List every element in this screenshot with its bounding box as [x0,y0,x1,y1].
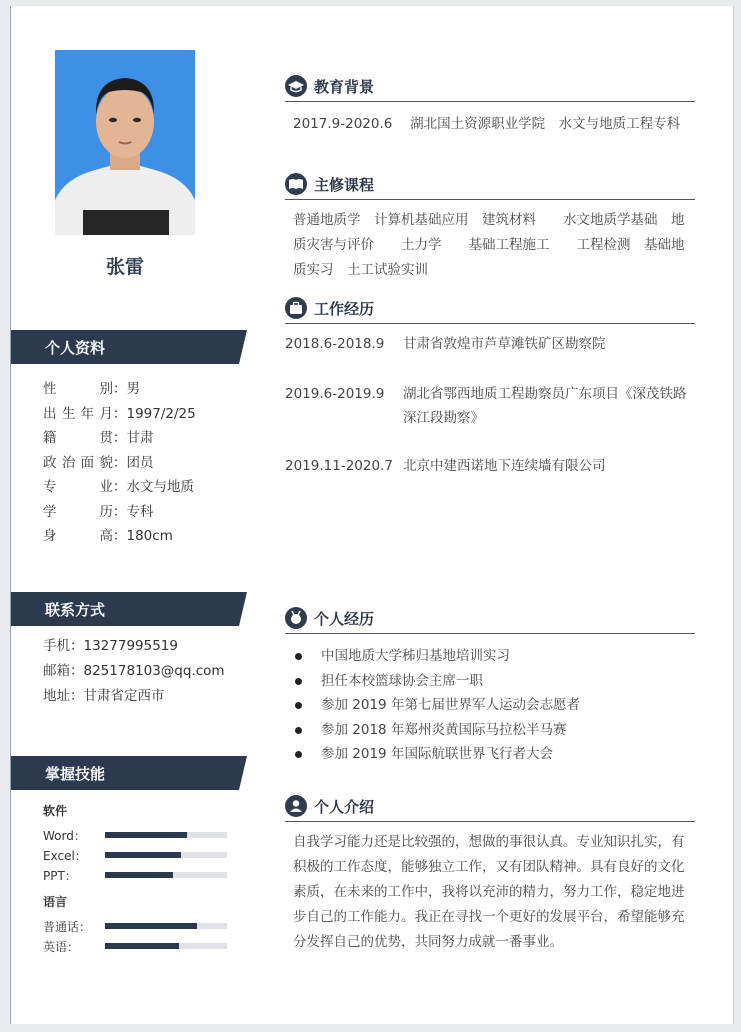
skill-bar [105,872,227,878]
skill-category-language: 语言 [43,895,68,909]
section-header-skills [11,756,247,790]
contact-row [43,634,225,659]
contact-row [43,659,225,684]
info-value: 180cm [126,528,173,544]
skill-row [43,825,227,845]
courses-text: 普通地质学 计算机基础应用 建筑材料 水文地质学基础 地质灾害与评价 土力学 基础工程施工 工程检测 基础地质实习 土工试验实训 [293,212,685,278]
resume-page [10,6,734,1024]
skill-name: 普通话： [43,919,92,934]
skill-name: Word： [43,828,86,843]
skill-name: 英语： [43,939,80,954]
candidate-name: 张雷 [105,256,144,278]
info-value: 水文与地质 [126,479,194,495]
skill-category-software: 软件 [43,804,68,818]
info-row [43,500,196,525]
work-date: 2019.11-2020.7 [285,458,393,474]
experience-item: 参加 2019 年国际航联世界飞行者大会 [285,742,695,767]
skill-bar [105,832,227,838]
section-header-experience [285,606,695,634]
info-colon: ： [113,479,127,495]
skill-bar-fill [105,923,197,929]
skill-bar-fill [105,943,179,949]
section-title: 教育背景 [314,77,375,96]
briefcase-icon [285,297,307,319]
section-title: 个人资料 [45,339,106,357]
skill-bar [105,923,227,929]
skill-bar-fill [105,872,173,878]
skill-bar-fill [105,832,187,838]
section-title: 主修课程 [314,175,375,194]
contact-value: 甘肃省定西市 [83,688,165,704]
contact-key: 手机： [43,638,84,654]
education-section [285,74,695,137]
skill-name: PPT： [43,868,77,883]
medal-icon [285,607,307,629]
skill-row [43,936,227,956]
section-header-intro [285,794,695,822]
work-row [285,382,695,430]
experience-item: 参加 2018 年郑州炎黄国际马拉松半马赛 [285,718,695,743]
section-title: 个人介绍 [314,797,375,816]
info-colon: ： [113,381,127,397]
work-desc: 北京中建西诺地下连续墙有限公司 [403,458,606,474]
info-colon: ： [113,430,127,446]
graduation-cap-icon [285,75,307,97]
contact-row [43,684,225,709]
personal-info-list [43,377,196,549]
info-row [43,475,196,500]
info-value: 专科 [126,503,154,520]
contact-list [43,634,225,709]
info-row [43,524,196,549]
info-row [43,402,196,427]
section-header-personal [11,330,247,364]
work-date: 2018.6-2018.9 [285,336,385,352]
info-row [43,426,196,451]
info-colon: ： [113,503,127,520]
work-row [285,332,695,356]
section-header-work [285,296,695,324]
info-value: 男 [126,381,140,397]
section-header-courses [285,172,695,200]
skill-row [43,865,227,885]
skill-row [43,916,227,936]
skills-panel [43,802,227,956]
info-colon: ： [113,454,127,471]
info-value: 团员 [126,454,154,471]
profile-photo [55,50,195,235]
education-line: 2017.9-2020.6 湖北国土资源职业学院 水文与地质工程专科 [293,116,681,132]
skill-row [43,845,227,865]
user-icon [285,795,307,817]
work-date: 2019.6-2019.9 [285,386,385,402]
skill-bar [105,852,227,858]
contact-value: 13277995519 [83,638,178,654]
contact-value: 825178103@qq.com [83,663,225,679]
info-value: 甘肃 [126,430,154,446]
info-value: 1997/2/25 [126,405,196,422]
skill-name: Excel： [43,848,87,863]
contact-key: 地址： [43,688,84,704]
intro-text: 自我学习能力还是比较强的，想做的事很认真。专业知识扎实，有积极的工作态度，能够独立工作，又有团队精神。具有良好的文化素质，在未来的工作中，我将以充沛的精力，努力工作，稳定地进步自己的工作能力。我正在寻找一个更好的发展平台，希望能够充分发挥自己的优势，共同努力成就一番事业。 [293,834,685,950]
info-colon: ： [113,405,127,422]
work-section [285,296,695,478]
section-title: 联系方式 [45,601,106,619]
info-colon: ： [113,528,127,544]
work-row [285,454,695,478]
section-header-education [285,74,695,102]
work-desc: 湖北省鄂西地质工程勘察员广东项目《深茂铁路深江段勘察》 [403,386,687,426]
experience-item: 参加 2019 年第七届世界军人运动会志愿者 [285,693,695,718]
info-row [43,451,196,476]
info-key: 学历 [43,503,113,520]
experience-section [285,606,695,767]
contact-key: 邮箱： [43,663,84,679]
info-key: 身高 [43,528,113,544]
skill-bar [105,943,227,949]
info-key: 专业 [43,479,113,495]
work-desc: 甘肃省敦煌市芦草滩铁矿区勘察院 [403,336,606,352]
skill-bar-fill [105,852,181,858]
info-key: 出生年月 [43,405,113,422]
info-row [43,377,196,402]
section-title: 掌握技能 [45,765,106,783]
experience-item: 担任本校篮球协会主席一职 [285,669,695,694]
info-key: 政治面貌 [43,454,113,471]
section-title: 个人经历 [314,609,375,628]
experience-item: 中国地质大学秭归基地培训实习 [285,644,695,669]
section-title: 工作经历 [314,299,375,318]
intro-section [285,794,695,955]
courses-section [285,172,695,283]
info-key: 性别 [43,381,113,397]
info-key: 籍贯 [43,430,113,446]
book-icon [285,173,307,195]
section-header-contact [11,592,247,626]
